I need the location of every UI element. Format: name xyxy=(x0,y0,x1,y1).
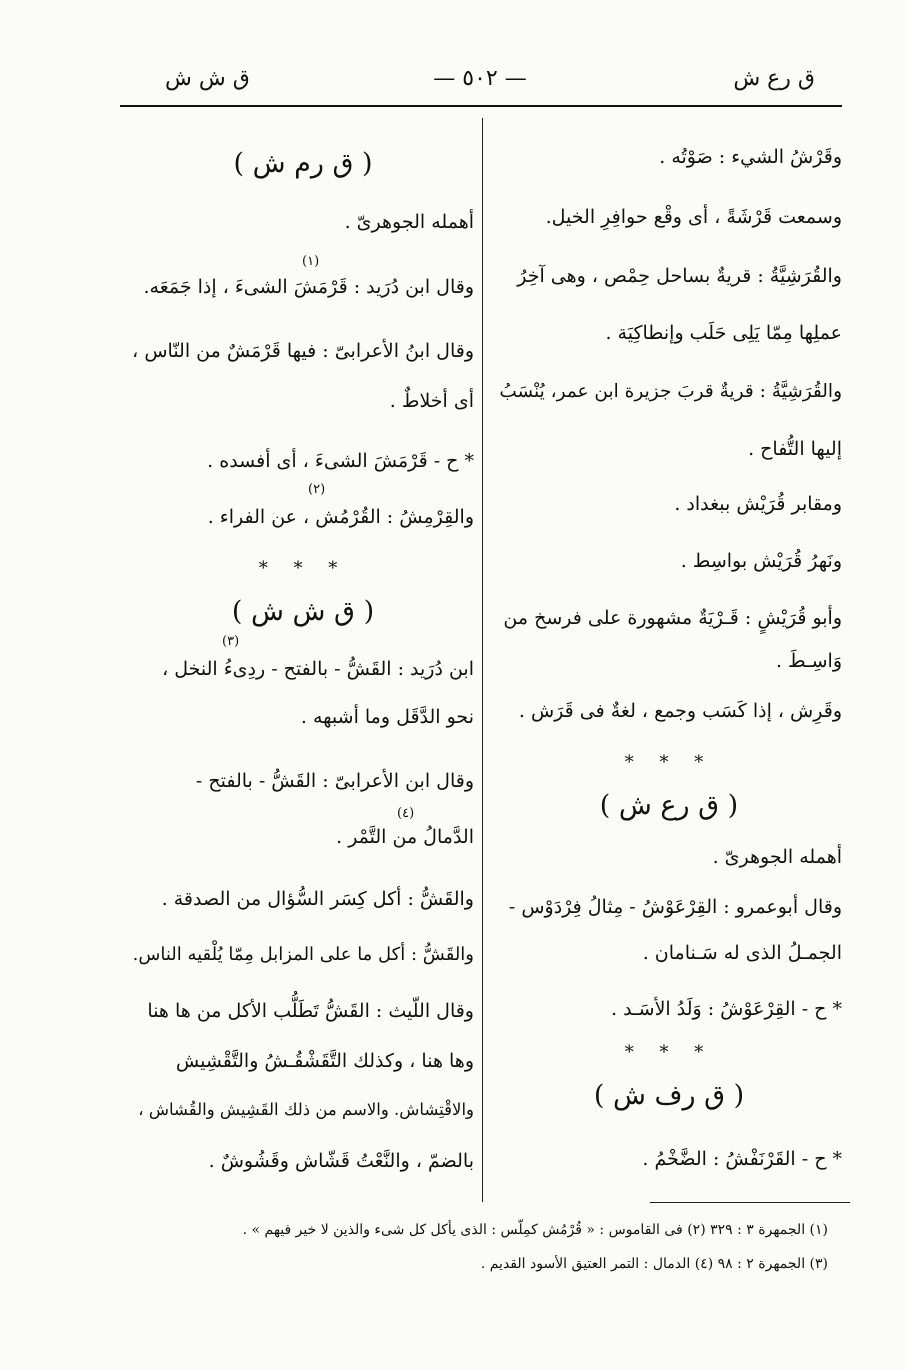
entry-line: ونَهرُ قُرَيْش بواسِط . xyxy=(680,550,842,572)
entry-line: أى أخلاطٌ . xyxy=(389,390,474,412)
entry-line: والقُرَشِيَّةُ : قريةٌ قربَ جزيرة ابن عمر، يُنْسَبُ xyxy=(499,381,842,402)
entry-line: والاقْتِشاش. والاسم من ذلك القَشِيش والقُشاش ، xyxy=(138,1100,474,1119)
entry-line: * ح - القَرْنَفْشُ : الضَّخْمُ . xyxy=(642,1148,842,1170)
entry-line: والقُرَشِيَّةُ : قريةٌ بساحل حِمْص ، وهى آخِرُ xyxy=(517,265,842,287)
entry-line: بالضمّ ، والنَّعْتُ قَشّاش وقَشُوشٌ . xyxy=(208,1150,474,1172)
entry-line: الجمـلُ الذى له سَـنامان . xyxy=(642,942,842,964)
entry-line: وقال أبوعمرو : القِرْعَوْشُ - مِثالُ فِرْدَوْس - xyxy=(508,896,842,918)
page-header xyxy=(120,66,840,106)
section-title: ( ق رم ش ) xyxy=(233,148,373,179)
column-divider xyxy=(482,118,483,1202)
entry-line: وقَرْشُ الشيء : صَوْتُه . xyxy=(659,146,842,168)
entry-line: * ح - قَرْمَشَ الشىءَ ، أى أفسده . xyxy=(207,450,474,472)
entry-line: عملِها مِمّا يَلِى حَلَب وإنطاكِيَة . xyxy=(605,322,842,344)
entry-line: وسمعت قَرْشَةً ، أى وقْع حوافِرِ الخيل. xyxy=(545,206,842,228)
footnote-line: (٣) الجمهرة ٢ : ٩٨ (٤) الدمال : التمر العتيق الأسود القديم . xyxy=(480,1256,828,1272)
page-number: — ٥٠٢ — xyxy=(433,66,527,91)
entry-line: وَاسِـطَ . xyxy=(775,650,842,672)
header-rule xyxy=(120,105,842,107)
entry-line: وقال ابن دُرَيد : قَرْمَشَ الشىءَ ، إذا جَمَعَه. xyxy=(143,276,474,298)
section-stars: * * * xyxy=(624,1042,714,1063)
header-root-right: ق رع ش xyxy=(733,66,815,91)
entry-line: وها هنا ، وكذلك التَّقَشْقُـشُ والتَّقْشِيش xyxy=(175,1050,474,1072)
footnote-mark: (١) xyxy=(302,254,320,269)
entry-line: الدَّمالُ من التَّمْر . xyxy=(336,826,474,848)
entry-line: وقال ابنُ الأعرابىّ : فيها قَرْمَشٌ من النّاس ، xyxy=(132,340,474,362)
entry-line: والقَشُّ : أكل ما على المزابل مِمّا يُلْقيه الناس. xyxy=(132,944,474,965)
section-stars: * * * xyxy=(258,558,348,579)
entry-line: ومقابر قُرَيْش ببغداد . xyxy=(674,493,842,515)
entry-line: وأبو قُرَيْشٍ : قَـرْيَةٌ مشهورة على فرسخ من xyxy=(503,607,842,629)
entry-line: أهمله الجوهرىّ . xyxy=(712,846,842,868)
section-title: ( ق رع ش ) xyxy=(599,790,739,821)
footnote-mark: (٣) xyxy=(222,634,240,649)
entry-line: والقَشُّ : أكل كِسَر السُّؤال من الصدقة . xyxy=(161,888,474,910)
entry-line: أهمله الجوهرىّ . xyxy=(344,211,474,233)
entry-line: نحو الدَّقَل وما أشبهه . xyxy=(300,706,474,728)
footnote-rule xyxy=(650,1202,850,1203)
entry-line: وقال اللّيث : القَشُّ تَطَلُّب الأكل من ها هنا xyxy=(147,1000,474,1022)
section-title: ( ق رف ش ) xyxy=(593,1080,745,1111)
entry-line: والقِرْمِشُ : القُرْمُش ، عن الفراء . xyxy=(207,506,474,528)
entry-line: إليها التُّفاح . xyxy=(748,438,842,460)
section-stars: * * * xyxy=(624,752,714,773)
entry-line: وقَرِش ، إذا كَسَب وجمع ، لغةٌ فى قَرَش . xyxy=(518,700,842,722)
footnote-mark: (٤) xyxy=(397,806,415,821)
footnote-line: (١) الجمهرة ٣ : ٣٢٩ (٢) فى القاموس : « قُرْمُش كمِلّس : الذى يأكل كل شىء والذين لا خير فيهم » . xyxy=(242,1222,828,1238)
entry-line: * ح - القِرْعَوْشُ : وَلَدُ الأسَـد . xyxy=(611,998,842,1020)
section-title: ( ق ش ش ) xyxy=(231,596,375,627)
footnote-mark: (٢) xyxy=(308,482,326,497)
header-root-left: ق ش ش xyxy=(165,66,250,91)
entry-line: وقال ابن الأعرابىّ : القَشُّ - بالفتح - xyxy=(195,770,474,792)
entry-line: ابن دُرَيد : القَشُّ - بالفتح - ردِىءُ النخل ، xyxy=(162,658,474,680)
